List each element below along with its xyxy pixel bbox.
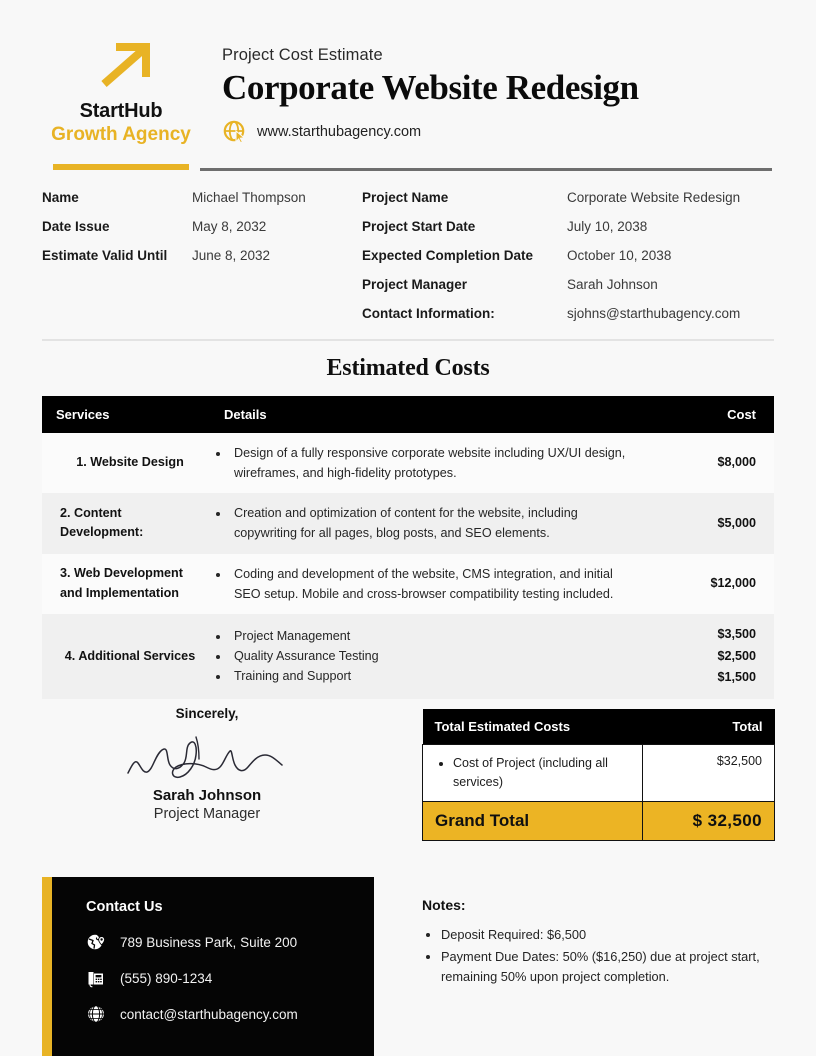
column-header-cost: Cost [644, 396, 774, 433]
cost-value: $12,000 [710, 575, 756, 590]
info-value: October 10, 2038 [567, 247, 672, 263]
service-label: 4. Additional Services [64, 648, 196, 663]
sincerely-label: Sincerely, [175, 706, 239, 721]
info-label: Estimate Valid Until [42, 247, 168, 263]
column-header-services: Services [42, 396, 210, 433]
cost-value: $8,000 [717, 455, 756, 470]
company-logo-block [42, 36, 200, 170]
info-row [362, 248, 774, 265]
service-name [42, 493, 210, 553]
service-label: 3. Web Development and Implementation [60, 566, 183, 600]
table-row [42, 554, 774, 614]
notes-list [422, 925, 774, 986]
service-cost [644, 554, 774, 614]
detail-item: • Design of a fully responsive corporate website including UX/UI design, wireframes, and high-fidelity prototypes. [230, 443, 632, 483]
info-row [362, 190, 774, 207]
service-cost [644, 493, 774, 553]
info-label: Expected Completion Date [362, 247, 534, 263]
service-details [210, 493, 644, 553]
column-header-details: Details [210, 396, 644, 433]
grand-total-amount: $ 32,500 [643, 801, 775, 840]
service-details [210, 614, 644, 699]
info-row [362, 219, 774, 236]
page-title: Corporate Website Redesign [222, 68, 639, 107]
totals-line-item-label [423, 745, 643, 802]
info-row [42, 219, 362, 236]
cost-value: $1,500 [717, 670, 756, 685]
website-row [222, 119, 774, 145]
info-label: Date Issue [42, 218, 110, 234]
info-label: Project Name [362, 190, 449, 205]
service-cost [644, 433, 774, 493]
table-row [42, 433, 774, 493]
table-header-row [42, 396, 774, 433]
project-info-column [362, 190, 774, 322]
service-label: 1. Website Design [76, 455, 184, 470]
totals-line-item-row [423, 745, 775, 802]
contact-phone-text: (555) 890-1234 [120, 970, 213, 986]
contact-email-text[interactable]: contact@starthubagency.com [120, 1006, 298, 1022]
totals-header-amount: Total [643, 709, 775, 745]
detail-item: • Coding and development of the website, CMS integration, and initial SEO setup. Mobile and cross-browser compatibility testing included. [230, 564, 632, 604]
contact-us-block [42, 877, 374, 1056]
notes-block [422, 897, 774, 988]
info-value: Michael Thompson [192, 190, 306, 205]
client-info-column [42, 190, 362, 322]
grand-total-label: Grand Total [423, 801, 643, 840]
info-value: May 8, 2032 [192, 218, 267, 234]
totals-header-row [423, 709, 775, 745]
estimated-costs-table [42, 396, 774, 699]
contact-us-title: Contact Us [86, 899, 163, 915]
detail-item: • Creation and optimization of content for the website, including copywriting for all pages, blog posts, and SEO elements. [230, 503, 632, 543]
logo-company-name: StartHub [79, 100, 163, 122]
signer-name: Sarah Johnson [152, 787, 262, 804]
info-value[interactable]: sjohns@starthubagency.com [567, 305, 741, 321]
globe-cursor-icon [222, 119, 248, 145]
table-row [42, 493, 774, 553]
arrow-up-right-icon [84, 40, 158, 92]
desk-phone-icon [86, 968, 106, 988]
line-item-text: • Cost of Project (including all services) [453, 754, 630, 792]
costs-section-title: Estimated Costs [326, 355, 490, 381]
service-label: 2. Content Development: [60, 505, 144, 540]
totals-line-item-amount: $32,500 [643, 745, 775, 802]
cost-value: $3,500 [717, 626, 756, 641]
contact-address-text: 789 Business Park, Suite 200 [120, 934, 298, 950]
info-label: Name [42, 190, 79, 205]
info-value: Corporate Website Redesign [567, 190, 741, 205]
detail-item: • Quality Assurance Testing [230, 646, 632, 666]
signer-role: Project Manager [153, 806, 261, 822]
totals-table [422, 709, 775, 841]
note-item: • Payment Due Dates: 50% ($16,250) due at project start, remaining 50% upon project completion. [441, 947, 774, 987]
document-eyebrow: Project Cost Estimate [222, 46, 383, 64]
info-value: Sarah Johnson [567, 276, 658, 292]
document-header [42, 36, 774, 170]
info-label: Project Manager [362, 276, 468, 292]
contact-email-row [86, 1004, 374, 1024]
info-row [362, 277, 774, 294]
grand-total-row [423, 801, 775, 840]
table-row [42, 614, 774, 699]
cost-value: $2,500 [717, 648, 756, 663]
signature-image [122, 725, 292, 785]
notes-title: Notes: [422, 897, 466, 913]
note-item: • Deposit Required: $6,500 [441, 925, 774, 945]
info-row [42, 190, 362, 207]
info-row [362, 306, 774, 323]
totals-header-label: Total Estimated Costs [423, 709, 643, 745]
logo-underline-rule [53, 164, 189, 170]
signature-block [42, 706, 372, 822]
logo-company-subtitle: Growth Agency [51, 124, 191, 145]
info-grid [42, 190, 774, 322]
contact-address-row [86, 932, 374, 952]
service-details [210, 554, 644, 614]
info-row [42, 248, 362, 265]
detail-item: • Training and Support [230, 666, 632, 686]
service-details [210, 433, 644, 493]
service-name [42, 554, 210, 614]
cost-value: $5,000 [717, 515, 756, 530]
website-url[interactable]: www.starthubagency.com [257, 123, 422, 140]
location-globe-icon [86, 932, 106, 952]
contact-phone-row [86, 968, 374, 988]
info-label: Contact Information: [362, 305, 495, 321]
service-name [42, 614, 210, 699]
service-cost [644, 614, 774, 699]
info-divider [42, 339, 774, 341]
info-value: June 8, 2032 [192, 247, 271, 263]
globe-web-icon [86, 1004, 106, 1024]
service-name [42, 433, 210, 493]
info-value: July 10, 2038 [567, 218, 648, 234]
header-divider [200, 168, 772, 171]
info-label: Project Start Date [362, 218, 476, 234]
title-block [200, 36, 774, 145]
detail-item: • Project Management [230, 626, 632, 646]
